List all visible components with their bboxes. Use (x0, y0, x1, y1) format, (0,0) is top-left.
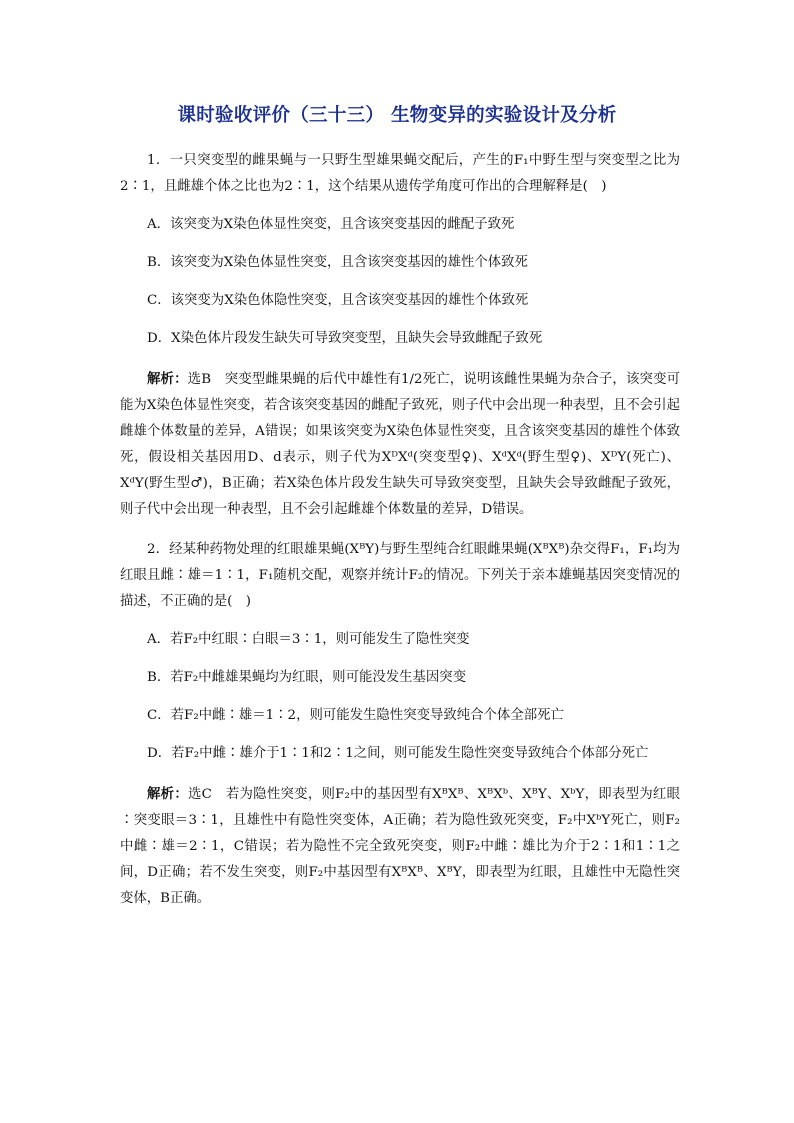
question-1-option-b: B．该突变为X染色体显性突变，且含该突变基因的雄性个体致死 (147, 255, 528, 270)
question-1-option-a: A．该突变为X染色体显性突变，且含该突变基因的雌配子致死 (147, 217, 515, 232)
analysis-label: 解析： (147, 371, 188, 387)
question-2-option-d: D．若F₂中雌∶雄介于1∶1和2∶1之间，则可能发生隐性突变导致纯合个体部分死亡 (147, 746, 649, 761)
question-1-stem: 1．一只突变型的雌果蝇与一只野生型雄果蝇交配后，产生的F₁中野生型与突变型之比为2∶1，且雌雄个体之比也为2∶1，这个结果从遗传学角度可作出的合理解释是( ) (120, 153, 680, 194)
question-2-stem: 2．经某种药物处理的红眼雄果蝇(XᴮY)与野生型纯合红眼雌果蝇(XᴮXᴮ)杂交得F₁，F₁均为红眼且雌∶雄＝1∶1，F₁随机交配，观察并统计F₂的情况。下列关于亲本雄蝇基因突变情况的描述，不正确的是( ) (120, 542, 680, 609)
question-2-analysis (120, 781, 680, 912)
question-1-analysis (120, 366, 680, 523)
analysis-label: 解析： (147, 786, 188, 802)
document-body (120, 148, 680, 912)
analysis-text: 选C 若为隐性突变，则F₂中的基因型有XᴮXᴮ、XᴮXᵇ、XᴮY、XᵇY，即表型为红眼∶突变眼＝3∶1，且雄性中有隐性突变体，A正确；若为隐性致死突变，F₂中XᵇY死亡，则F₂中雌∶雄＝2∶1，C错误；若为隐性不完全致死突变，则F₂中雌∶雄比为介于2∶1和1∶1之间，D正确；若不发生突变，则F₂中基因型有XᴮXᴮ、XᴮY，即表型为红眼，且雄性中无隐性突变体，B正确。 (120, 787, 680, 906)
question-2-option-c: C．若F₂中雌∶雄＝1∶2，则可能发生隐性突变导致纯合个体全部死亡 (147, 708, 564, 723)
question-2-option-b: B．若F₂中雌雄果蝇均为红眼，则可能没发生基因突变 (147, 670, 467, 685)
question-1-option-d: D．X染色体片段发生缺失可导致突变型，且缺失会导致雌配子致死 (147, 331, 543, 346)
page-title: 课时验收评价（三十三） 生物变异的实验设计及分析 (177, 105, 617, 126)
question-1-option-c: C．该突变为X染色体隐性突变，且含该突变基因的雄性个体致死 (147, 293, 529, 308)
analysis-text: 选B 突变型雌果蝇的后代中雄性有1/2死亡，说明该雌性果蝇为杂合子，该突变可能为X染色体显性突变，若含该突变基因的雌配子致死，则子代中会出现一种表型，且不会引起雌雄个体数量的差异，A错误；如果该突变为X染色体显性突变，且含该突变基因的雄性个体致死，假设相关基因用D、d表示，则子代为XᴰXᵈ(突变型♀)、XᵈXᵈ(野生型♀)、XᴰY(死亡)、XᵈY(野生型♂)，B正确；若X染色体片段发生缺失可导致突变型，且缺失会导致雌配子致死，则子代中会出现一种表型，且不会引起雌雄个体数量的差异，D错误。 (120, 372, 681, 517)
question-2-option-a: A．若F₂中红眼∶白眼＝3∶1，则可能发生了隐性突变 (147, 632, 470, 647)
